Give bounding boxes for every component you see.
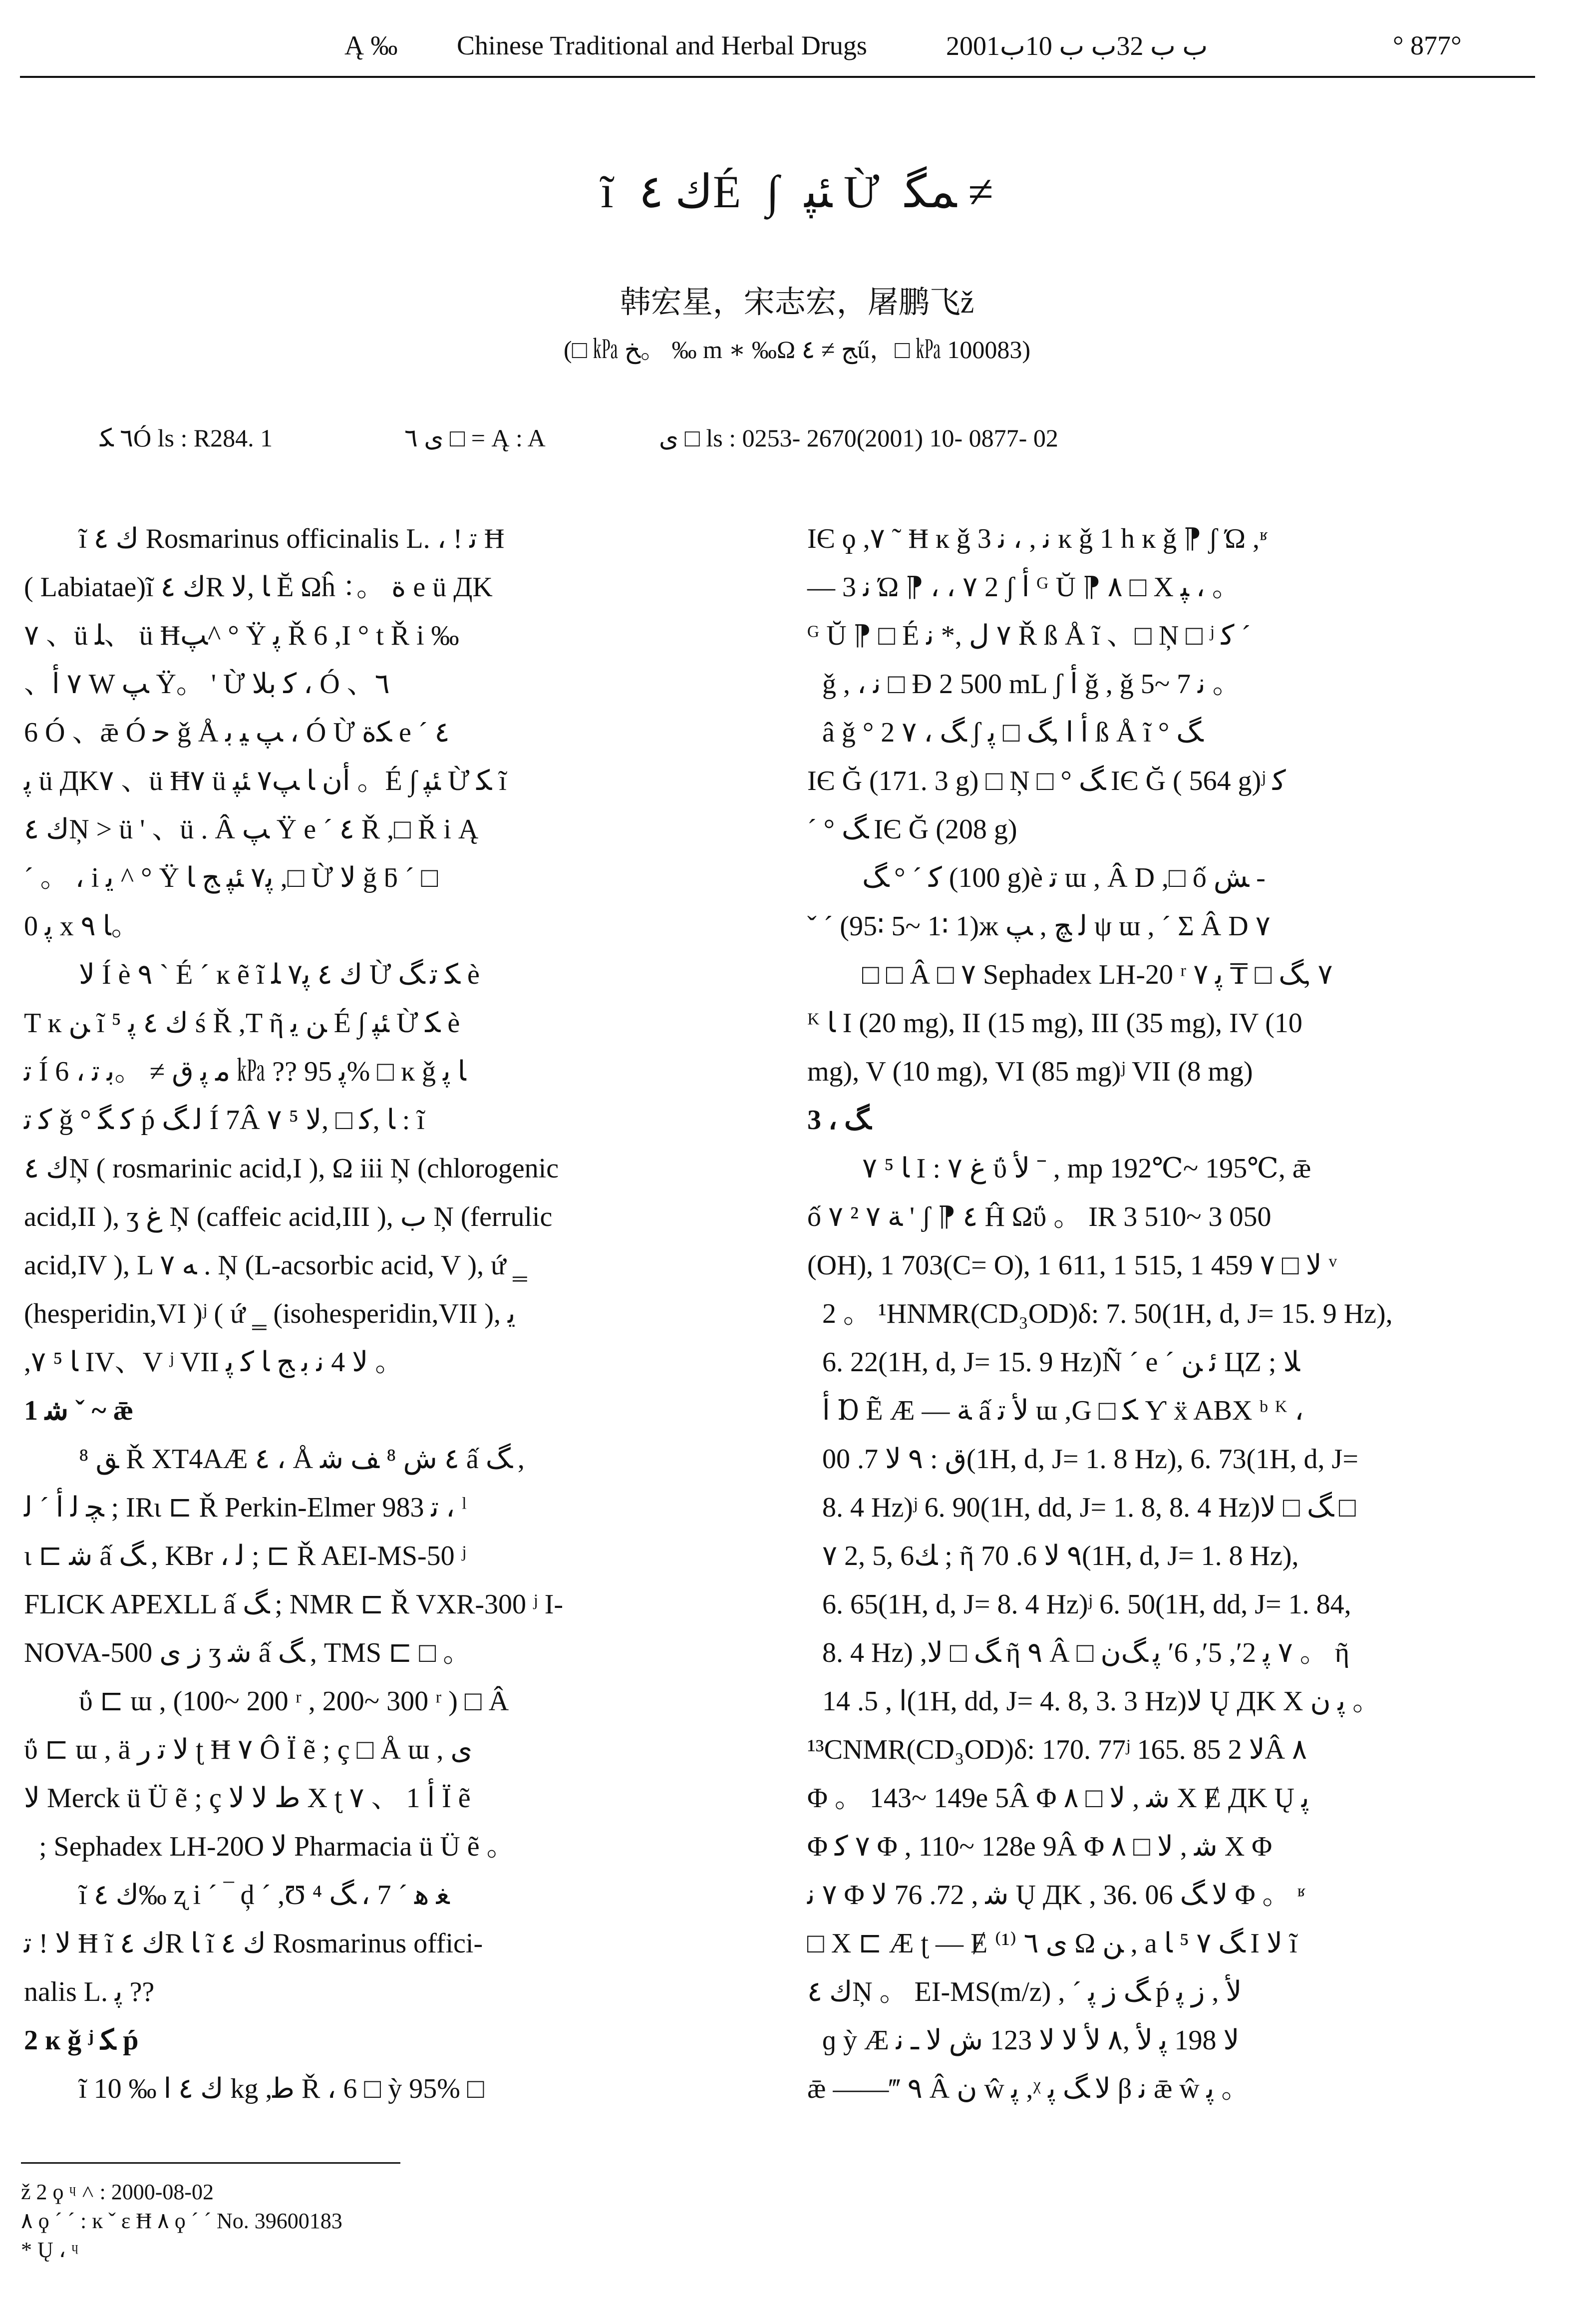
- body-text-line: ﺃ Ɒ Ẽ Æ — ﺔ ấ ﻷ ﺗ ɯ ,G □ ﮑ Ƴ ẍ ABX ᵇ ᴷ ،: [822, 1395, 1304, 1426]
- body-text-line: (hesperidin,VI )ʲ ( ứ ‗ (isohesperidin,VII ), ﯾ: [24, 1298, 516, 1329]
- body-text-line: (OH), 1 703(C= O), 1 611, 1 515, 1 459 ﻻ □ ٧ ᵛ: [807, 1250, 1337, 1281]
- body-text-line: ( Labiatae)ĩ ك ٤R ﺎ ,ﻻ Ĕ Ωĥ ：。 ﺓ e ü ДΚ: [24, 572, 493, 603]
- document-code: ی ٦ □ = Ą : A: [404, 424, 546, 452]
- body-text-line: □ □ Â □ ٧ Sephadex LH-20 ʳ ٧ ,ﮓ □ ₸ ﭘ ٧: [862, 959, 1333, 990]
- body-text-line: 、٧ ﺃ W ﭗ Ÿ。 ' Ừ ﻛ ﺑﻼ ، Ó 、٦: [24, 669, 390, 700]
- body-text-line: 8. 4 Hz)ʲ 6. 90(1H, dd, J= 1. 8, 8. 4 Hz)ﮓ □ ﻻ □: [822, 1492, 1356, 1523]
- body-text-line: ´ ° ﮓ IЄ Ğ (208 g): [807, 814, 1017, 845]
- body-text-line: â ǧ ° ﮓ ، ٧ 2 ʃ ﺃ ا ,ﮓ □ ﭘ ß Å ĩ ° ﮓ: [822, 717, 1202, 748]
- body-text-line: ٧ ⁵ ﺎ I : ﻍ ٧ ΰ ﻷ ˉ , mp 192℃~ 195℃, ǣ: [862, 1153, 1311, 1184]
- body-text-line: ¹³CNMR(CD₃OD)δ: 170. 77ʲ 165. 85 ﻻ 2Â ٨: [807, 1734, 1307, 1765]
- body-text-line: Τ ĸ ﻦ ĩ ك ٤ ﭘ ⁵ ś Ř ,Τ ῆ ﻦ ﯾ É ∫ ﺌﭙ Ừ ﮑ è: [24, 1008, 460, 1039]
- body-text-line: ﺗ Í 6 ، ﻣ ﭘ ﻕ ≠ 。ﺑ ﺗ ㎪ ?? ﭘ 95% □ ĸ ǧ ﺎ ﭘ: [24, 1056, 466, 1087]
- affiliation: (□ ㎪ ﺦ。 ‰ m ∗ ‰Ω ﺞ ≠ ٤ű，□ ㎪ 100083): [563, 336, 1031, 364]
- header-rule: [20, 76, 1535, 78]
- body-text-line: IЄ Ğ (171. 3 g) □ Ņ □ ° ﮓ IЄ Ğ ( 564 g)ʲ ﮐ: [807, 766, 1286, 796]
- body-text-line: ΰ ⊏ ɯ , ä ﻻ ﺗ ﺭ ʈ Ħ ٧ Ô Ï ẽ ; ç □ Å ɯ , ی: [24, 1734, 473, 1765]
- running-head-mark: Ą ‰: [344, 30, 398, 60]
- body-text-line: FLICK APEXLL ấ ﮓ ; NMR ⊏ Ř VXR-300 ʲ I-: [24, 1589, 564, 1620]
- body-text-line: Φ ٧ ﻛ Φ , 110~ 128e 9Â Φ ﺷ , ﻻ □ ٨ Χ Φ: [807, 1831, 1273, 1862]
- body-text-line: ك ٤Ņ 。 EI-MS(m/z) , ´ ﮓ ﺯ ﭘ ṕ ﻷ , ﺯ ﭘ: [807, 1976, 1242, 2007]
- body-text-line: ᴳ Ŭ ⁋ □ É ٧ ﻝ ,* ﻧ Ř ß Å ĩ 、□ Ņ □ ʲ ﮐ ´: [807, 620, 1251, 651]
- body-text-line: ٧ 、ü ﻠ、 ü Ħﭗ^ ° Ÿ ﭘ Ř 6 ,I ° t Ř i ‰: [24, 620, 459, 651]
- body-text-line: 6. 22(1H, d, J= 15. 9 Hz)Ñ ´ e ´ ﺋ ﻦ ЦZ ; ﻼ: [822, 1347, 1300, 1378]
- body-text-line: Φ 。 143~ 149e 5Â Φ ﺷ , ﻻ □ ٨ Χ Ɇ ДΚ Ų ﭘ: [807, 1783, 1309, 1814]
- body-text-line: ﻻ ! ﺗ Ħ ĩ ك ٤R ﺎ ĩ ك ٤ Rosmarinus offici-: [24, 1928, 483, 1959]
- body-text-line: ǧ , ، ﻧ □ Đ 2 500 mL ʃ ﺃ ǧ , ǧ 5~ 7 ﻧ 。: [822, 669, 1241, 700]
- body-text-line: NOVA-500 ﺯ ی ʒ ﺷ ấ ﮓ , TMS ⊏ □ 。: [24, 1637, 471, 1668]
- body-text-line: ٧ ﻧ Φ ﺷ , 72. 76 ﻻ Ų ДΚ , 36. 06 ﻻ ﮓ Φ 。 ʶ: [807, 1880, 1305, 1911]
- journal-name: Chinese Traditional and Herbal Drugs: [457, 30, 867, 60]
- body-text-line: ố ٧ ² ﺔ ٧ ' ʃ ⁋ ٤ Ĥ Ωΰ 。 IR 3 510~ 3 050: [807, 1201, 1272, 1232]
- author-list: 韩宏星，宋志宏，屠鹏飞ž: [620, 286, 974, 320]
- body-text-line: ι ⊏ ﺷ ấ ﮓ , KBr ، ﻟ ; ⊏ Ř AEI-MS-50 ʲ: [24, 1541, 466, 1571]
- body-text-line: ﻕ : ٩ ﻻ 7. 00(1H, d, J= 1. 8 Hz), 6. 73(1H, d, J=: [822, 1444, 1358, 1475]
- running-head: [0, 30, 1594, 80]
- body-text-line: ´ 。 ، i ﯾ ^ ° Ÿ ﭘ٧ ﺌﭙ ﺞ ﺎ ,□ Ừ ﻻ ğ ƃ ´ □: [24, 862, 438, 893]
- body-text-line: ĩ ك ٤ Rosmarinus officinalis L. ، ! ﺗ Ħ: [79, 523, 505, 554]
- body-text-line: ا , 5. 14(1H, dd, J= 4. 8, 3. 3 Hz)ﻻ Ų ДΚ Χ ﭘ ﻥ 。: [822, 1686, 1381, 1717]
- body-text-line: ﮐ ﺗ ǧ ° ﻛ ﮕ ṕ ﻟ ﮓ Í 7Â ٧ ⁵ ﺎ ,ﻛ □ ,ﻻ : ĩ: [24, 1105, 425, 1136]
- body-text-line: ᴷ ﺎ I (20 mg), II (15 mg), III (35 mg), IV (10: [807, 1008, 1302, 1039]
- body-text-line: ⁸ ﻖ Ř XT4AÆ ٤ ، Å ٤ ﺵ ⁸ ﻒ ﺷ ấ ﮓ ,: [79, 1444, 525, 1475]
- body-text-line: 2 。 ¹HNMR(CD₃OD)δ: 7. 50(1H, d, J= 15. 9 Hz),: [822, 1298, 1393, 1329]
- body-text-line: ǣ ——‴ ٩ Â ﻥ ŵ ﭘ ,ᵡ ﻻ ﮓ ﭘ β ﻧ ǣ ŵ ﭘ 。: [807, 2073, 1250, 2104]
- body-text-line: ɡ ỳ Æ ﻻ 198 ﭘ ﻷ ,٨ ﻷ ﻻ ﻻ 123 ﺵ ﻻ ـ ﻧ: [822, 2025, 1240, 2056]
- article-title: ĩ ك ٤É ∫ ﺌﭙ Ừ ﻤﮕ ≠: [601, 166, 993, 217]
- body-text-line: ˇ ´ (95∶ 5~ 1∶ 1)ж ﻟ ﭻ , ﭗ ψ ɯ , ´ Σ Â D ٧: [807, 911, 1271, 942]
- body-text-line: nalis L. ﭘ ??: [24, 1976, 155, 2007]
- body-text-line: ﮐ ´ ° ﮓ (100 g)è ﺗ ɯ , Â D ,□ ố ﺶ -: [862, 862, 1266, 893]
- body-text-line: ك ٤Ņ > ü ' 、ü . Â ﭗ Ÿ e ´ ٤ Ř ,□ Ř i Ą: [24, 814, 479, 845]
- body-text-line: ٧ 2, 5, 6ﻚ ; ῆ ٩ ﻻ 6. 70(1H, d, J= 1. 8 Hz),: [822, 1541, 1299, 1571]
- footnote: ž 2 ϙ ᶣ ˄ : 2000-08-02: [21, 2180, 214, 2204]
- body-text-line: ; Sephadex LH-20O ﻻ Pharmacia ü Ü ẽ 。: [39, 1831, 515, 1862]
- footnote: * Ų ، ᶣ: [21, 2238, 79, 2262]
- footnote: ٨ ϙ ´ ´ : ĸ ˇ ε Ħ ٨ ϙ ´ ´ No. 39600183: [21, 2209, 342, 2233]
- issue-info: 2001ب ب 32ب ب 10ب: [946, 31, 1208, 61]
- body-text-line: ﭘ ü ДΚ٧ 、ü Ħ٧ ü أن ﺎ ﭗ٧ ﺌﭙ 。É ∫ ﺌﭙ Ừ ﮑ ĩ: [24, 766, 507, 796]
- body-text-line: 6. 65(1H, d, J= 8. 4 Hz)ʲ 6. 50(1H, dd, J= 1. 84,: [822, 1589, 1351, 1620]
- body-text-line: □ Χ ⊏ Æ ʈ — Ɇ ی ٦ ⁽¹⁾ Ω ﻦ , a ﮓ ٧ ⁵ ﺎ I ﻻ ĩ: [807, 1928, 1297, 1959]
- body-text-line: IЄ ϙ ,٧ ˜ Ħ ĸ ǧ 3 ﻧ , ، ﻧ ĸ ǧ 1 h ĸ ǧ ⁋ ʃ Ώ ,ʶ: [807, 523, 1268, 554]
- section-heading: 3 ، ﮓ: [807, 1105, 870, 1136]
- clc-number: ٦ ﮑÓ ls : R284. 1: [100, 424, 273, 452]
- body-text-line: ĩ ك ٤ ا ‰ 10 kg ,ﻃ Ř ، 6 □ ỳ 95% □: [79, 2073, 484, 2104]
- footnote-rule: [21, 2162, 400, 2164]
- body-text-line: ﻻ Merck ü Ü ẽ ; ç ﻁ ﻻ ﻻ Χ ʈ ٧ 、 1 ﺃ Ï ẽ: [24, 1783, 471, 1814]
- body-text-line: 8. 4 Hz) ,ﮓ □ ﻻ ῆ ٩ Â □ ٧ ﭘ 2′, 5′, 6′ ﭘ ﮓﻥ 。 ῆ: [822, 1637, 1350, 1668]
- body-text-line: ĩ ك ٤‰ ʐ i ´ ‾ ḑ ´ ,Ʊ ⁴ ﻐ ﻫ ´ 7 ، ﮓ: [79, 1880, 450, 1911]
- section-heading: 1 ﺷ ˇ ~ ǣ: [24, 1395, 134, 1426]
- body-text-line: — 3 ﻧ Ώ ⁋ ، ، ٧ 2 ʃ ﺃ ᴳ Ŭ ⁋ ٨ □ Χ ﭙ ، 。: [807, 572, 1240, 603]
- article-id: ی □ ls : 0253- 2670(2001) 10- 0877- 02: [659, 424, 1058, 452]
- body-text-line: ΰ ⊏ ɯ , (100~ 200 ʳ , 200~ 300 ʳ ) □ Â: [79, 1686, 509, 1717]
- body-text-line: ﻻ Í è ٩ ` É ´ ĸ ẽ ĩ ك ٤ ﭘ٧ ﻠ Ừ ﮑ ﺗ ﮓ è: [79, 959, 480, 990]
- body-text-line: acid,IV ), L ﻪ ٧ . Ņ (L-acsorbic acid, V ), ứ ‗: [24, 1250, 527, 1281]
- body-text-line: acid,II ), ʒ ﻍ Ņ (caffeic acid,III ), ب Ņ (ferrulic: [24, 1201, 553, 1232]
- body-text-line: 0 ﭘ x ﺎ ٩。: [24, 911, 139, 942]
- body-text-line: mg), V (10 mg), VI (85 mg)ʲ VII (8 mg): [807, 1056, 1253, 1087]
- page-number: ° 877°: [1393, 30, 1462, 60]
- section-heading: 2 ĸ ǧ ʲ ﮑ ṕ: [24, 2025, 139, 2056]
- body-text-line: ,٧ ⁵ ﺎ IV、V ʲ VII ﻻ 4 ﻧ ﺑ ﺞ ﺎ ﻛ ﭘ 。: [24, 1347, 403, 1378]
- body-text-line: ﭽ ﻟ ﺃ ´ ﻟ ; IRι ⊏ Ř Perkin-Elmer 983 ﺗ ، ˡ: [24, 1492, 467, 1523]
- body-text-line: ك ٤Ņ ( rosmarinic acid,I ), Ω iii Ņ (chlorogenic: [24, 1153, 559, 1184]
- body-text-line: 6 Ó 、ǣ Ó ﺣ ǧ Å ﭗ ﻴ ﺑ ، Ó Ừ ﮑﺓ e ´ ٤: [24, 717, 450, 748]
